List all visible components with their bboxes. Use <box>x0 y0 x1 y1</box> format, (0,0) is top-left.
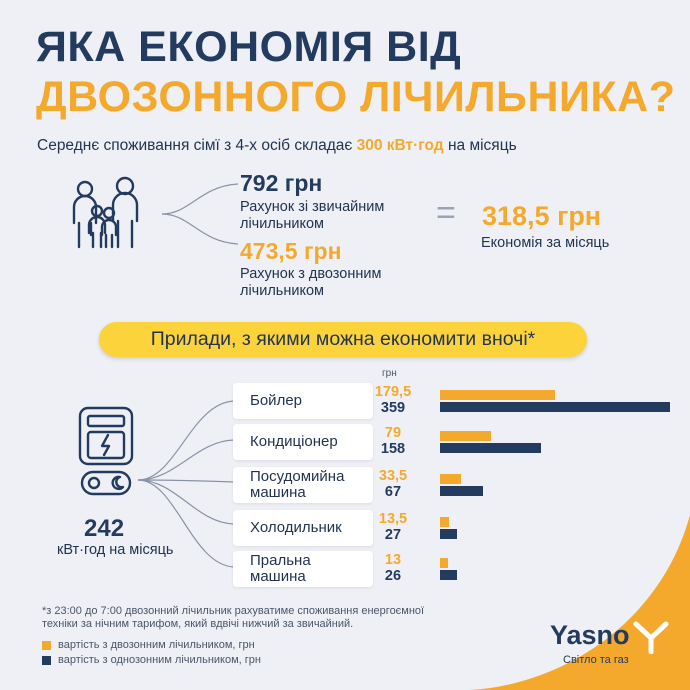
bar-dual <box>440 517 449 527</box>
legend-dual-label: вартість з двозонним лічильником, грн <box>58 639 255 651</box>
legend-single-label: вартість з однозонним лічильником, грн <box>58 654 261 666</box>
value-label-dual: 33,5 <box>378 468 408 484</box>
device-label-line: Пральна <box>250 552 311 569</box>
dual-bill-value: 473,5 грн <box>240 238 342 264</box>
footnote-line1: *з 23:00 до 7:00 двозонний лічильник рахуватиме споживання енергоємної <box>42 605 425 617</box>
dual-bill-desc <box>240 266 440 300</box>
bar-single <box>440 529 457 539</box>
dual-bill-desc-line2: лічильником <box>240 283 324 299</box>
device-label-line: Кондиціонер <box>250 433 338 450</box>
page-title-line1: ЯКА ЕКОНОМІЯ ВІД <box>36 23 462 71</box>
bar-single <box>440 402 670 412</box>
bar-single <box>440 570 457 580</box>
regular-bill-desc-line1: Рахунок зі звичайним <box>240 199 385 215</box>
device-label-line: Бойлер <box>250 392 303 409</box>
device-label-line: Холодильник <box>250 519 342 536</box>
bar-dual <box>440 431 491 441</box>
bills-bracket-lines <box>160 180 240 270</box>
legend-single-swatch <box>42 656 51 665</box>
dual-bill-desc-line1: Рахунок з двозонним <box>240 266 382 282</box>
device-label <box>250 553 311 585</box>
bar-dual <box>440 558 448 568</box>
brand-name: Yasno <box>550 620 630 650</box>
value-label-dual: 13,5 <box>378 511 408 527</box>
value-label-dual: 13 <box>384 552 402 568</box>
regular-bill-value: 792 грн <box>240 170 323 196</box>
regular-bill-desc <box>240 199 440 233</box>
brand-tagline: Світло та газ <box>563 654 629 666</box>
family-icon <box>66 175 156 255</box>
electric-meter-icon <box>78 406 134 498</box>
legend-dual-swatch <box>42 641 51 650</box>
footnote-line2: техніки за нічним тарифом, який вдвічі нижчий за звичайний. <box>42 618 354 630</box>
subtitle-highlight: 300 кВт·год <box>356 137 444 154</box>
total-consumption-label: кВт·год на місяць <box>57 542 174 558</box>
value-label-single: 27 <box>384 527 402 543</box>
subtitle-suffix: на місяць <box>443 137 517 154</box>
device-label-line: машина <box>250 484 306 501</box>
equals-sign: = <box>436 194 456 232</box>
device-label <box>250 520 342 536</box>
device-label <box>250 434 338 450</box>
savings-label: Економія за місяць <box>481 235 610 251</box>
devices-pill: Прилади, з якими можна економити вночі* <box>99 322 587 357</box>
device-label <box>250 393 302 409</box>
value-label-single: 359 <box>380 400 406 416</box>
value-label-single: 67 <box>384 484 402 500</box>
unit-label: грн <box>382 368 397 379</box>
page-title-line2: ДВОЗОННОГО ЛІЧИЛЬНИКА? <box>36 73 676 121</box>
bar-dual <box>440 390 555 400</box>
value-label-single: 158 <box>380 441 406 457</box>
footnote <box>42 605 462 631</box>
yasno-logo-icon <box>633 618 669 654</box>
value-label-dual: 179,5 <box>374 384 412 400</box>
regular-bill-desc-line2: лічильником <box>240 216 324 232</box>
device-label-line: машина <box>250 568 306 585</box>
device-label <box>250 469 344 501</box>
bar-dual <box>440 474 461 484</box>
bar-single <box>440 443 541 453</box>
savings-value: 318,5 грн <box>482 201 602 231</box>
total-consumption-value: 242 <box>84 515 125 542</box>
value-label-single: 26 <box>384 568 402 584</box>
subtitle-prefix: Середнє споживання сімї з 4-х осіб складає <box>37 137 357 154</box>
subtitle <box>37 137 517 155</box>
device-label-line: Посудомийна <box>250 468 345 485</box>
bar-single <box>440 486 483 496</box>
value-label-dual: 79 <box>384 425 402 441</box>
